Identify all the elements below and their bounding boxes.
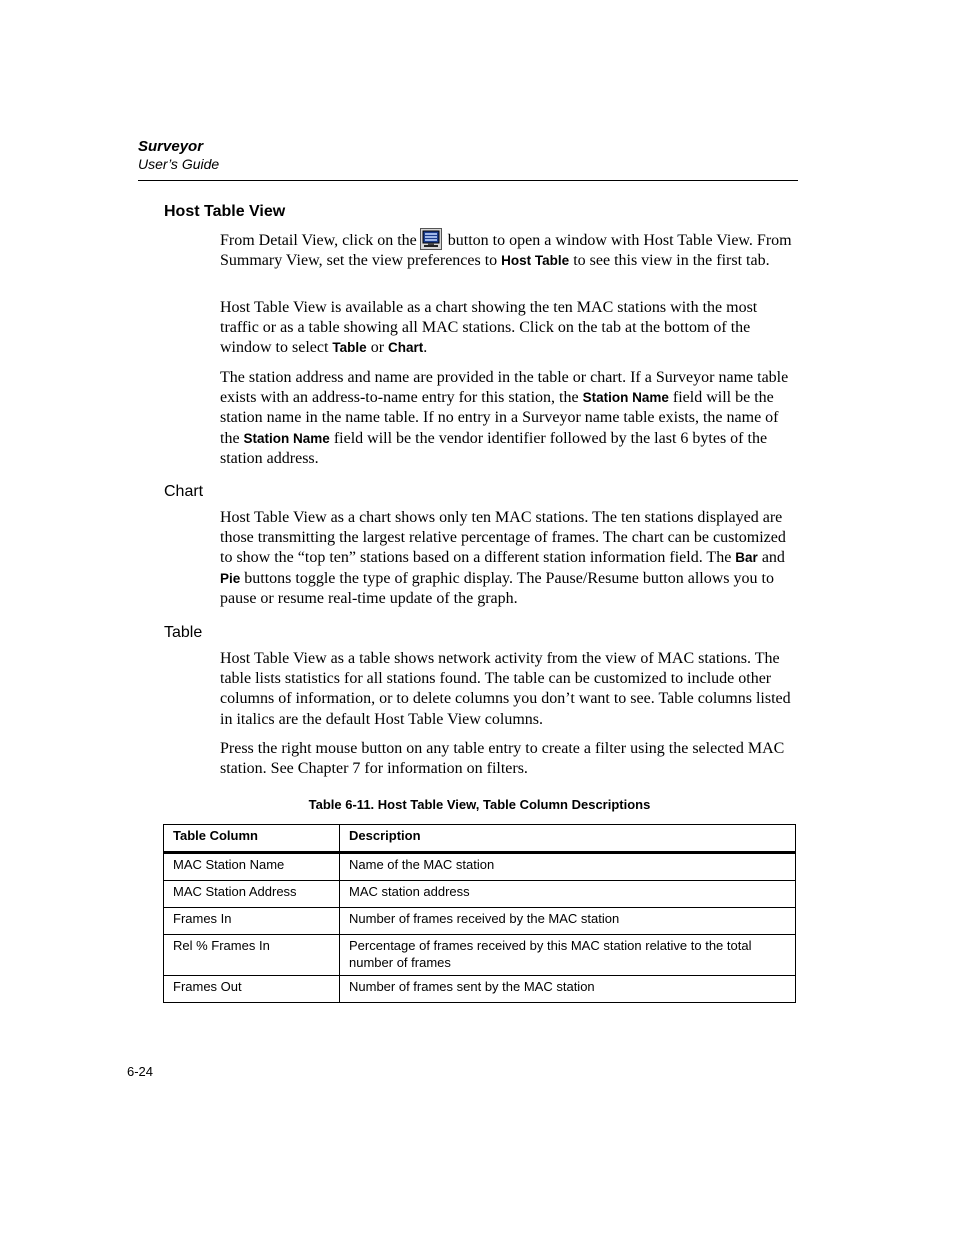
ui-ref-table: Table (332, 340, 367, 356)
table-cell-description: Percentage of frames received by this MAC station relative to the total number of frames (340, 935, 796, 976)
column-descriptions-table (163, 824, 796, 1003)
subsection-heading-chart: Chart (164, 483, 204, 500)
ui-ref-pie: Pie (220, 570, 241, 586)
table-cell-column: MAC Station Address (164, 881, 340, 908)
paragraph-station-address: The station address and name are provided in the table or chart. If a Surveyor name table exists with an address-to-name entry for this station, the Station Name field will be the station name in the name table. If no entry in a Surveyor name table exists, the name of the Station Name field will be the vendor identifier followed by the last 6 bytes of the station address. (220, 369, 789, 467)
table-row (164, 881, 796, 908)
header-divider (138, 180, 798, 181)
table-row (164, 935, 796, 976)
ui-ref-host-table: Host Table (501, 253, 570, 269)
table-row (164, 908, 796, 935)
page-number: 6-24 (127, 1064, 154, 1079)
header-product: Surveyor (138, 138, 204, 155)
table-cell-description: Number of frames sent by the MAC station (340, 976, 796, 1003)
paragraph-chart: Host Table View as a chart shows only ten MAC stations. The ten stations displayed are those transmitting the largest relative percentage of frames. The chart can be customized to show the “top ten” stations based on a different station information field. The Bar and Pie buttons toggle the type of graphic display. The Pause/Resume button allows you to pause or resume real-time update of the graph. (220, 509, 786, 607)
paragraph-table: Host Table View as a table shows network activity from the view of MAC stations. The table lists statistics for all stations found. The table can be customized to include other columns of information, or to delete columns you don’t want to see. Table columns listed in italics are the default Host Table View columns. (220, 650, 791, 728)
table-header-description: Description (340, 825, 796, 853)
section-heading-host-table-view: Host Table View (164, 203, 286, 220)
table-cell-column: MAC Station Name (164, 853, 340, 881)
running-header (138, 138, 798, 173)
ui-ref-station-name: Station Name (582, 390, 669, 406)
table-row (164, 976, 796, 1003)
paragraph-intro: From Detail View, click on the button to open a window with Host Table View. From Summary View, set the view preferences to Host Table to see this view in the first tab. (220, 228, 796, 271)
ui-ref-bar: Bar (735, 550, 758, 566)
monitor-icon (421, 229, 441, 249)
table-cell-column: Frames Out (164, 976, 340, 1003)
table-header-column: Table Column (164, 825, 340, 853)
paragraph-availability: Host Table View is available as a chart showing the ten MAC stations with the most traffic or as a table showing all MAC stations. Click on the tab at the bottom of the window to select Table or Chart. (220, 299, 758, 357)
paragraph-filter: Press the right mouse button on any table entry to create a filter using the selected MAC station. See Chapter 7 for information on filters. (220, 740, 785, 778)
header-guide: User’s Guide (138, 156, 220, 172)
table-cell-description: MAC station address (340, 881, 796, 908)
table-cell-column: Frames In (164, 908, 340, 935)
host-table-view-button[interactable] (420, 228, 442, 250)
subsection-heading-table: Table (164, 624, 203, 641)
table-caption: Table 6-11. Host Table View, Table Column Descriptions (308, 797, 651, 812)
table-cell-description: Number of frames received by the MAC station (340, 908, 796, 935)
ui-ref-station-name-2: Station Name (243, 430, 330, 446)
ui-ref-chart: Chart (388, 340, 424, 356)
table-cell-description: Name of the MAC station (340, 853, 796, 881)
table-row (164, 853, 796, 881)
table-header-row (164, 825, 796, 853)
table-cell-column: Rel % Frames In (164, 935, 340, 976)
